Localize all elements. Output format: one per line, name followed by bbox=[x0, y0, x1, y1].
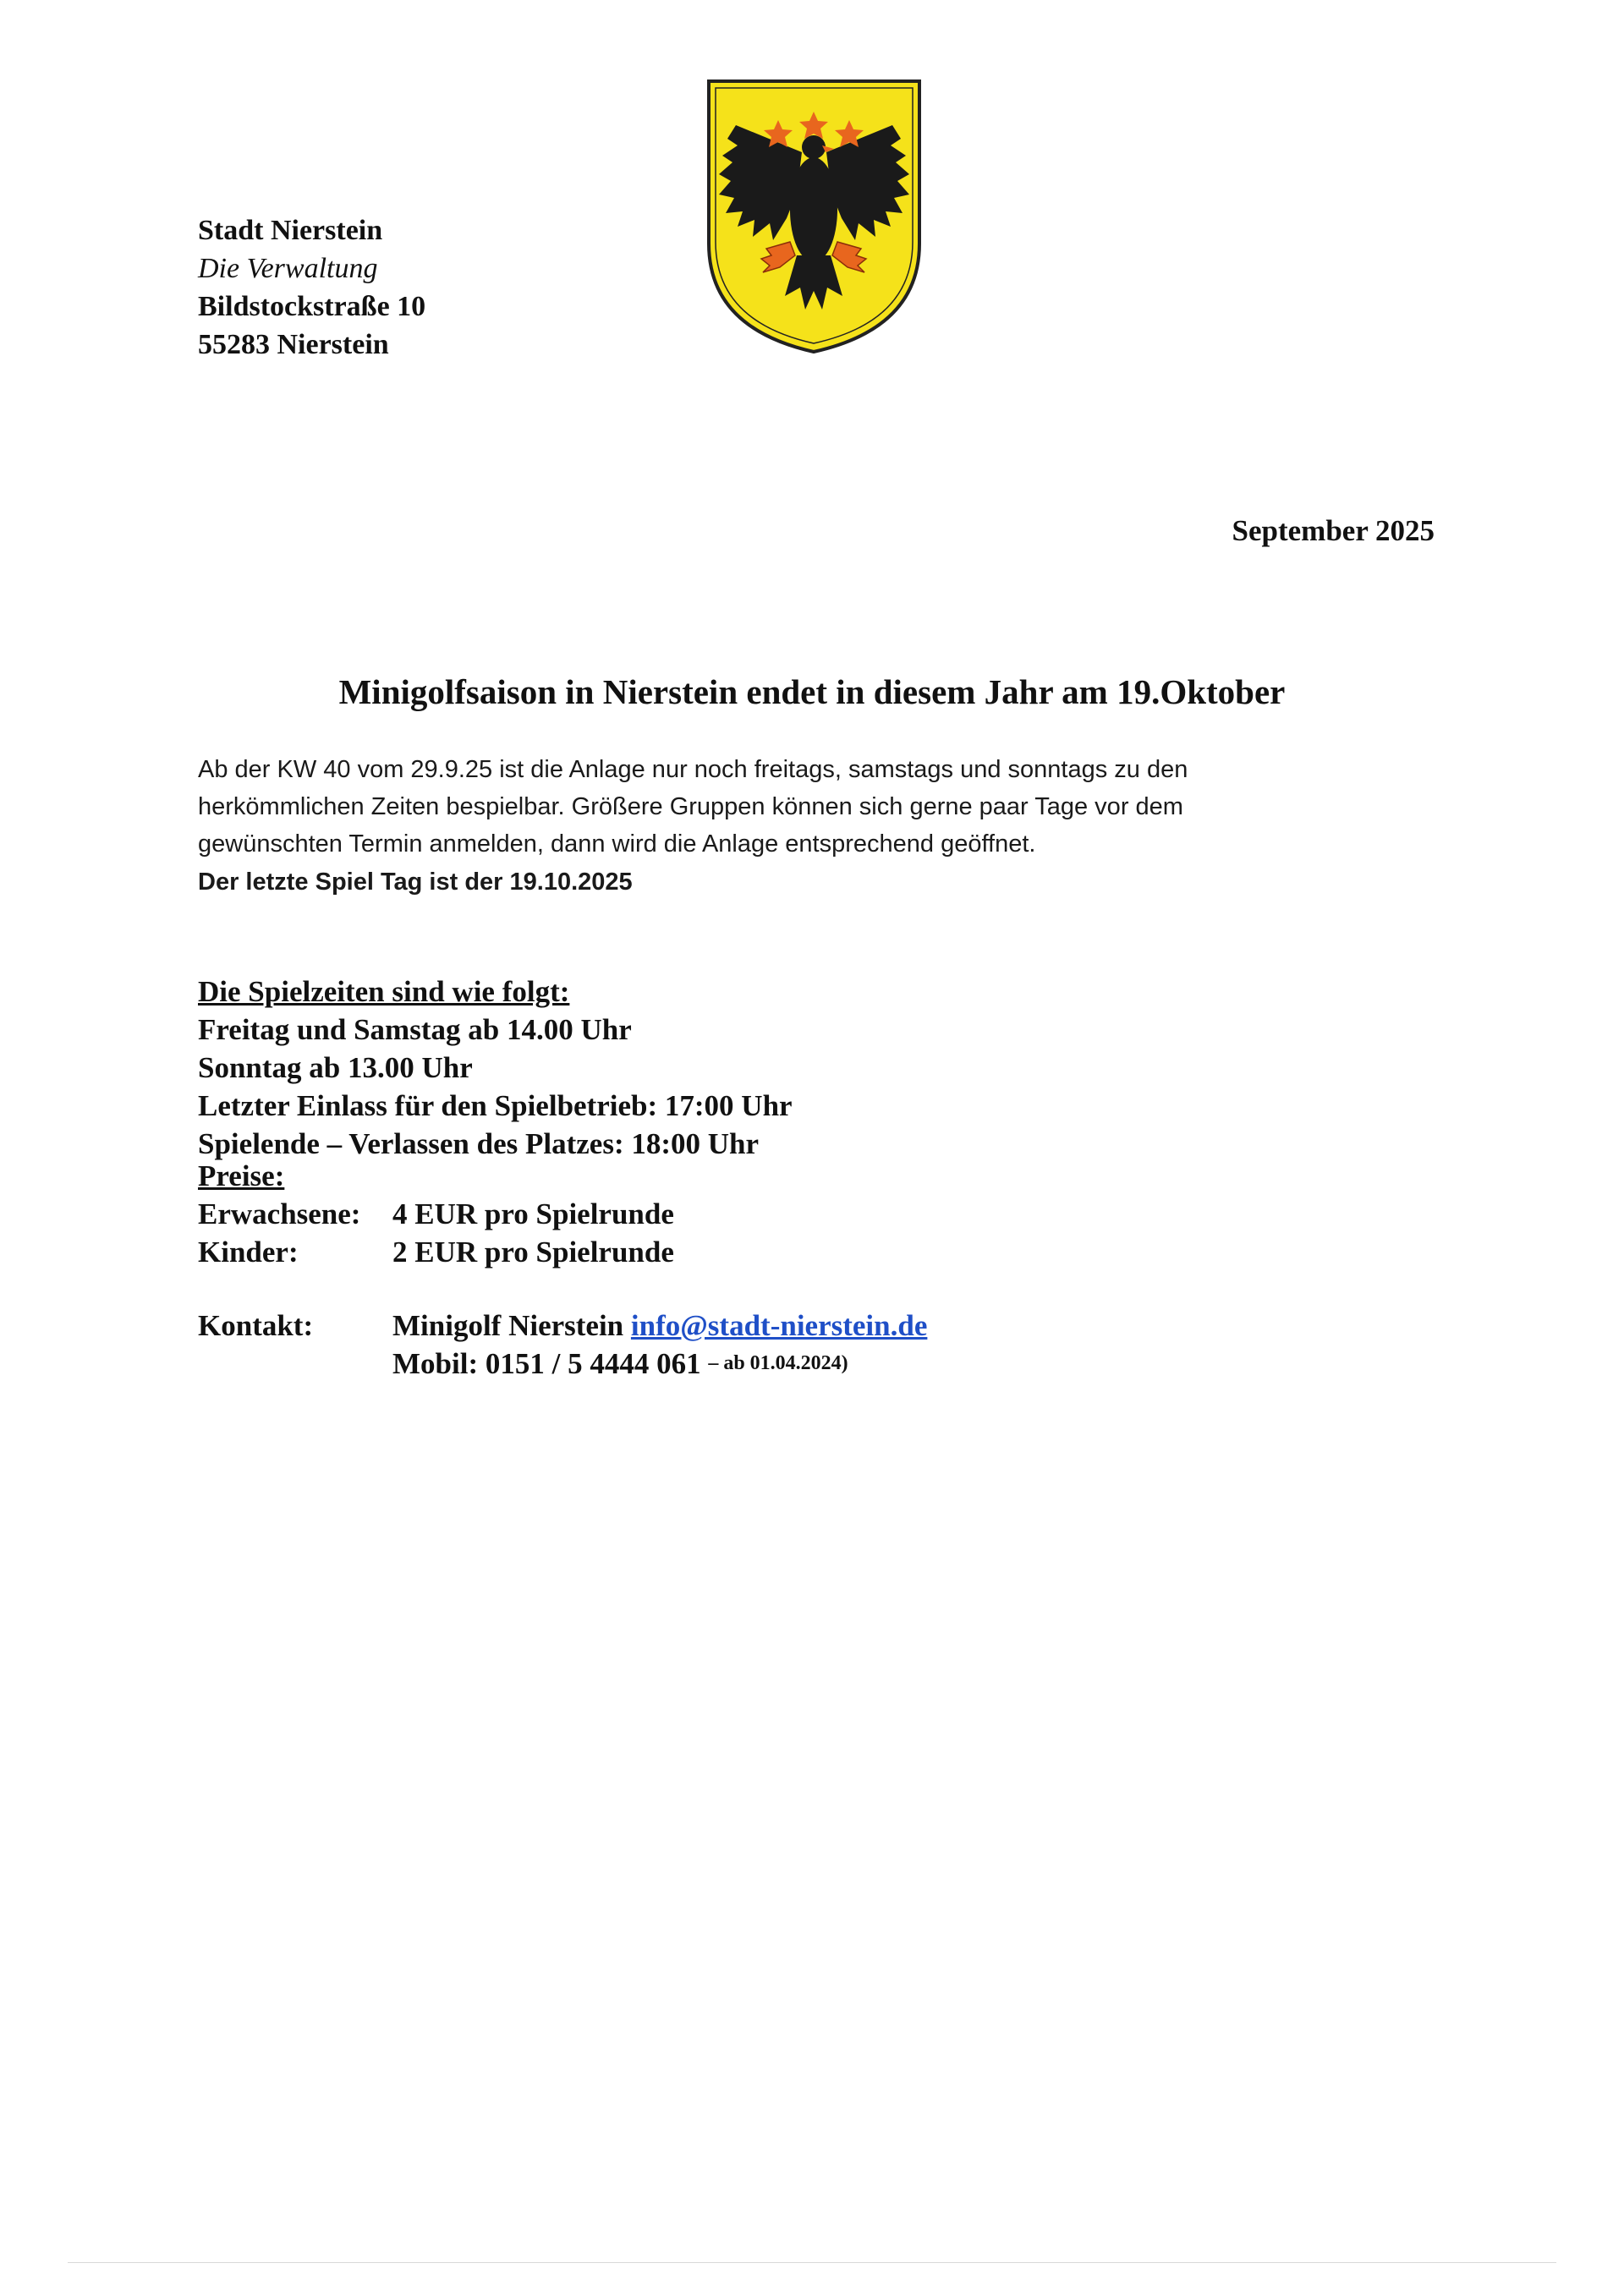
schedule-section bbox=[198, 973, 793, 1163]
contact-row-mobile bbox=[198, 1345, 927, 1383]
contact-email-link[interactable]: info@stadt-nierstein.de bbox=[630, 1309, 928, 1342]
schedule-fri-sat: Freitag und Samstag ab 14.00 Uhr bbox=[198, 1013, 632, 1046]
letter-date: September 2025 bbox=[1232, 514, 1435, 547]
intro-line-3: gewünschten Termin anmelden, dann wird die Anlage entsprechend geöffnet. bbox=[198, 830, 1036, 858]
contact-mobile-note: – ab 01.04.2024) bbox=[708, 1352, 848, 1374]
price-value-adults: 4 EUR pro Spielrunde bbox=[392, 1197, 674, 1230]
eagle-coat-of-arms-icon bbox=[702, 74, 926, 358]
schedule-heading: Die Spielzeiten sind wie folgt: bbox=[198, 975, 570, 1008]
schedule-last-entry: Letzter Einlass für den Spielbetrieb: 17:00 Uhr bbox=[198, 1089, 793, 1122]
price-value-kids: 2 EUR pro Spielrunde bbox=[392, 1236, 674, 1269]
page-title: Minigolfsaison in Nierstein endet in diesem Jahr am 19.Oktober bbox=[338, 672, 1286, 711]
intro-line-1: Ab der KW 40 vom 29.9.25 ist die Anlage nur noch freitags, samstags und sonntags zu den bbox=[198, 756, 1188, 783]
sender-address bbox=[198, 211, 425, 364]
price-row-kids bbox=[198, 1233, 674, 1271]
contact-label: Kontakt: bbox=[198, 1309, 314, 1342]
schedule-sunday: Sonntag ab 13.00 Uhr bbox=[198, 1051, 473, 1084]
price-label-kids: Kinder: bbox=[198, 1236, 299, 1269]
sender-city: 55283 Nierstein bbox=[198, 329, 389, 360]
sender-department: Die Verwaltung bbox=[198, 253, 378, 284]
contact-name: Minigolf Nierstein bbox=[392, 1309, 624, 1342]
intro-paragraph bbox=[198, 751, 1433, 901]
prices-section bbox=[198, 1157, 674, 1271]
prices-heading: Preise: bbox=[198, 1159, 285, 1192]
last-play-day: Der letzte Spiel Tag ist der 19.10.2025 bbox=[198, 869, 633, 896]
schedule-end: Spielende – Verlassen des Platzes: 18:00 Uhr bbox=[198, 1127, 760, 1160]
page-bottom-divider bbox=[68, 2262, 1556, 2263]
contact-row-email bbox=[198, 1307, 927, 1345]
price-row-adults bbox=[198, 1195, 674, 1233]
sender-street: Bildstockstraße 10 bbox=[198, 291, 426, 322]
contact-section bbox=[198, 1307, 927, 1383]
price-label-adults: Erwachsene: bbox=[198, 1197, 361, 1230]
intro-line-2: herkömmlichen Zeiten bespielbar. Größere Gruppen können sich gerne paar Tage vor dem bbox=[198, 793, 1183, 820]
contact-mobile: Mobil: 0151 / 5 4444 061 bbox=[392, 1347, 701, 1380]
sender-name: Stadt Nierstein bbox=[198, 215, 383, 246]
